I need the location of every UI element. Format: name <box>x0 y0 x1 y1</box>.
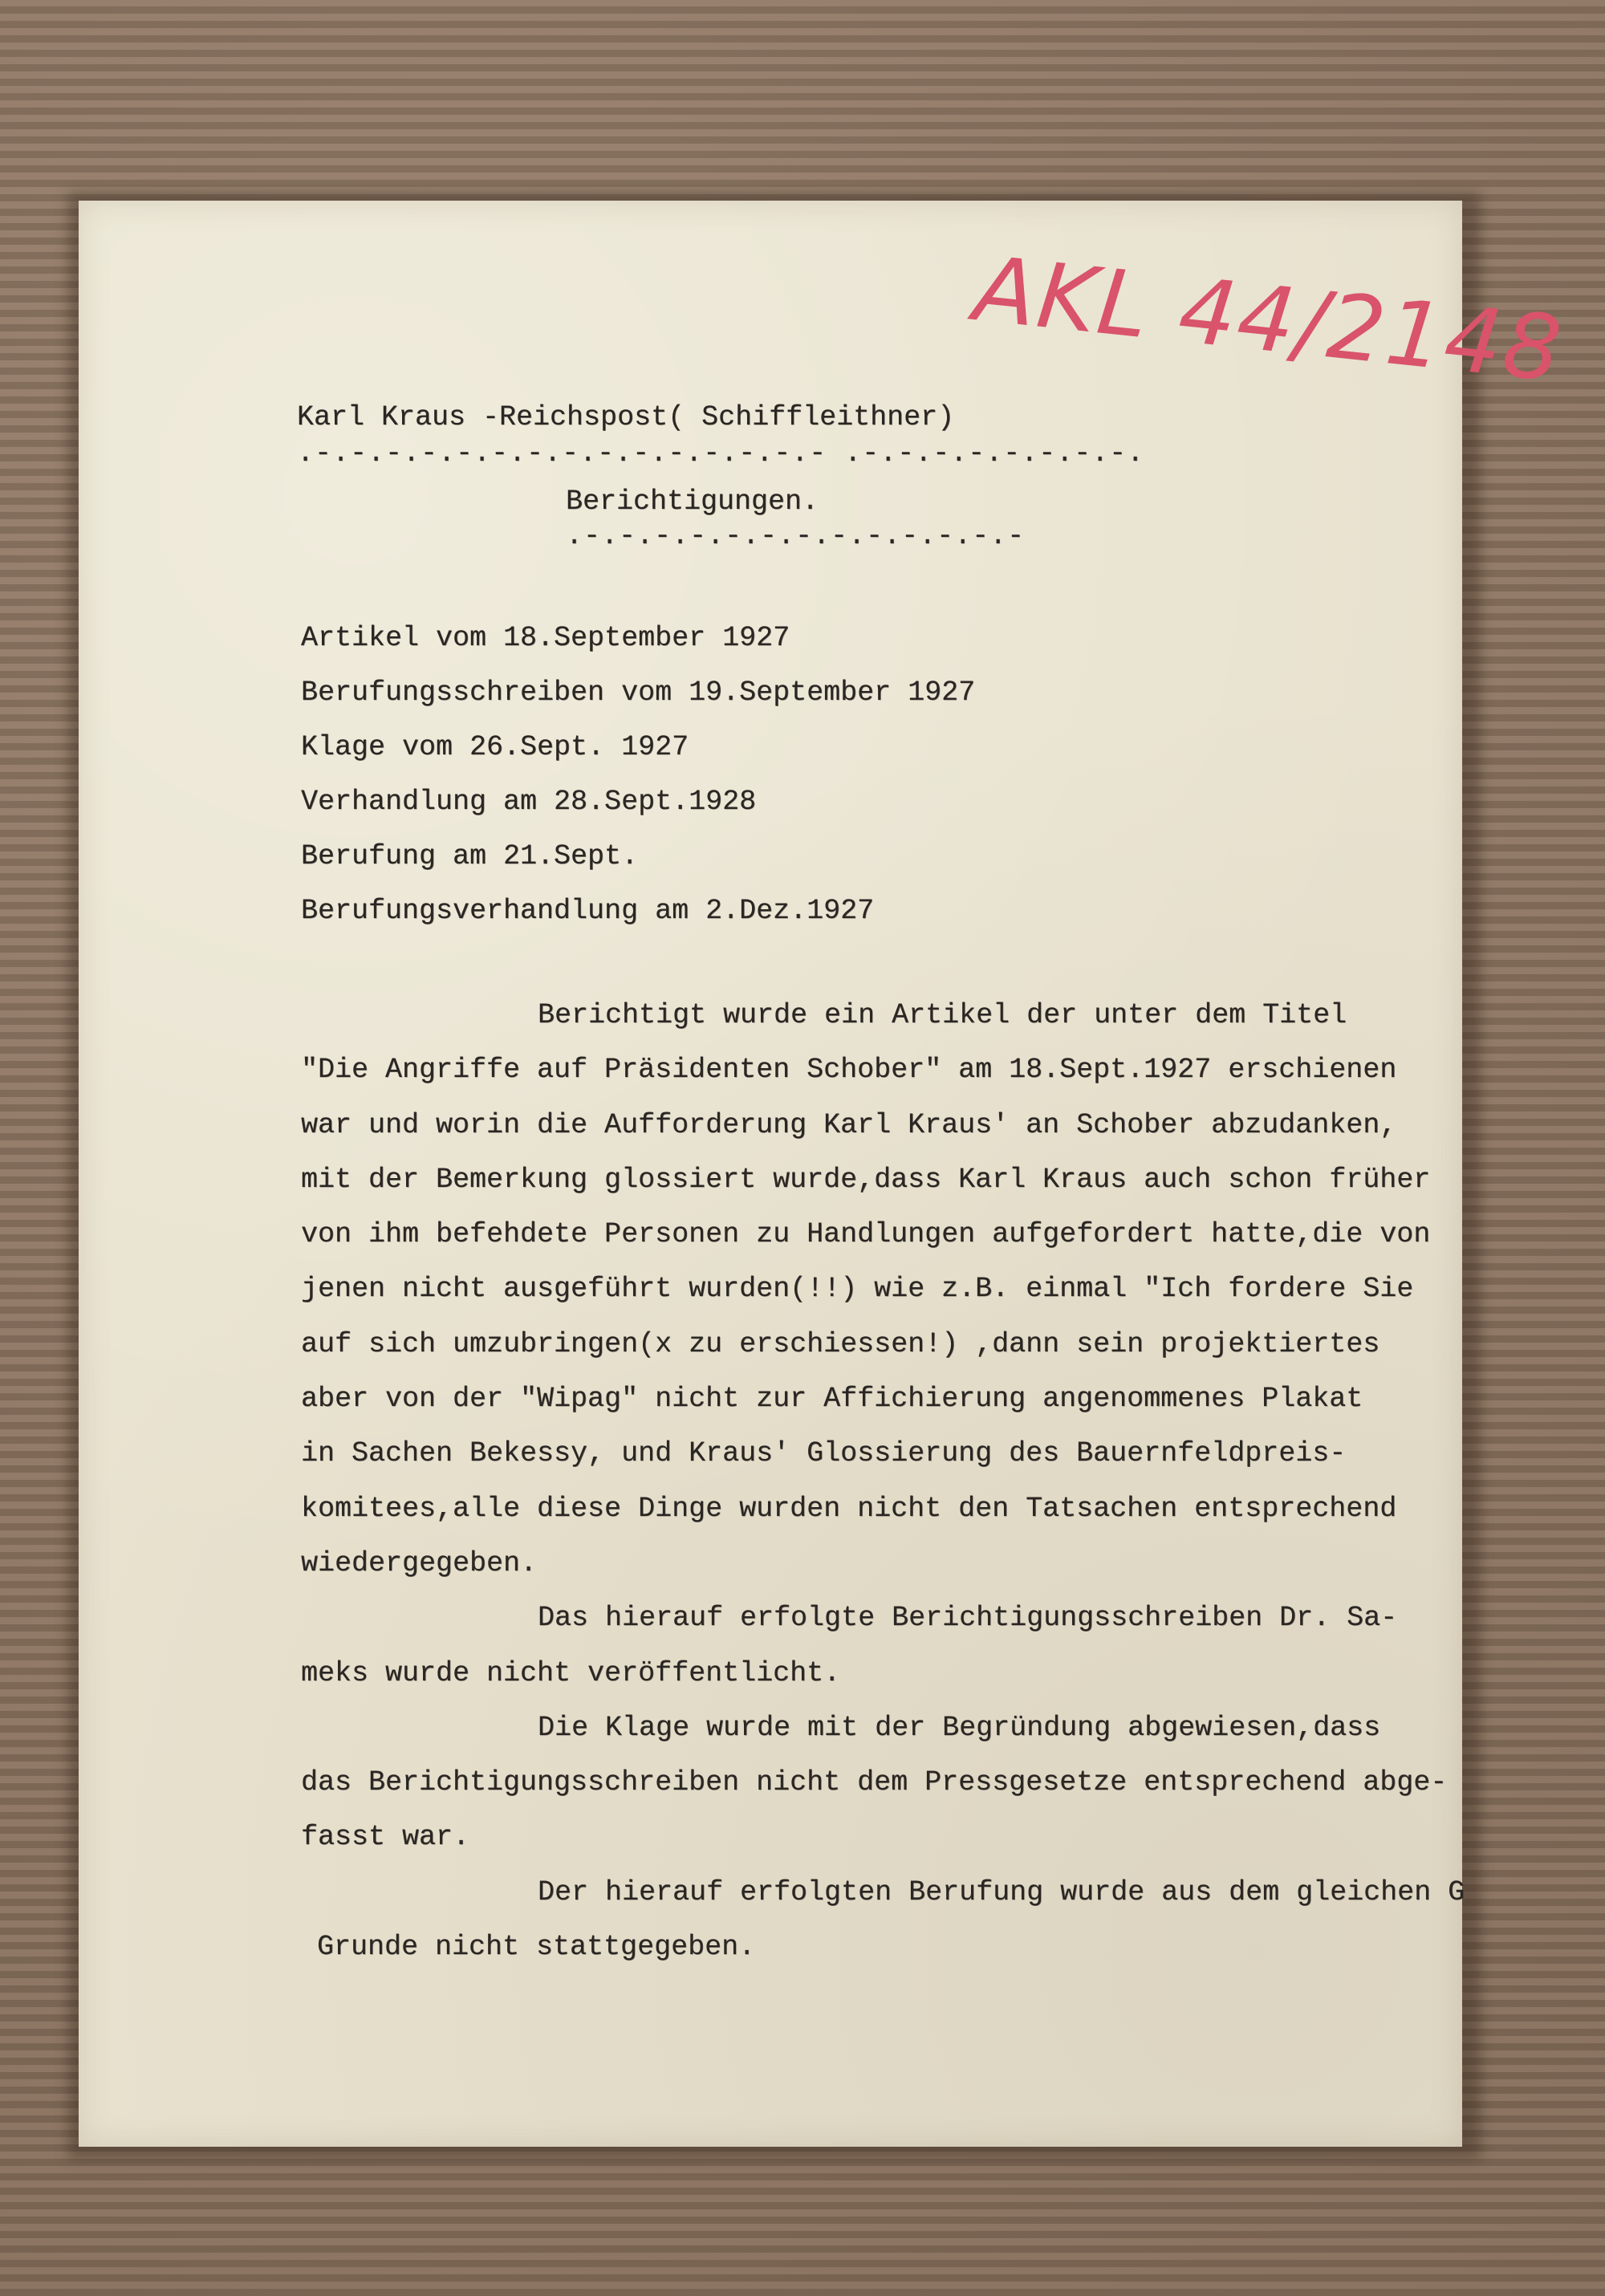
date-entry: Artikel vom 18.September 1927 <box>301 622 790 654</box>
date-list <box>301 622 975 949</box>
body-text <box>301 999 1465 1985</box>
body-line: fasst war. <box>301 1821 470 1854</box>
body-line: auf sich umzubringen(x zu erschiessen!) ,dann sein projektiertes <box>301 1327 1380 1360</box>
archive-reference-mark: AKL 44/2148 <box>969 237 1568 403</box>
document-title: Karl Kraus -Reichspost( Schiffleithner) <box>297 401 955 433</box>
body-line: war und worin die Aufforderung Karl Kraus' an Schober abzudanken, <box>301 1108 1397 1141</box>
date-entry: Berufungsschreiben vom 19.September 1927 <box>301 677 976 709</box>
body-line: komitees,alle diese Dinge wurden nicht den Tatsachen entsprechend <box>301 1492 1397 1525</box>
body-line: in Sachen Bekessy, und Kraus' Glossierung des Bauernfeldpreis- <box>301 1437 1347 1470</box>
body-line: Das hierauf erfolgte Berichtigungsschreiben Dr. Sa- <box>538 1602 1398 1635</box>
body-line: wiedergegeben. <box>301 1546 538 1579</box>
body-line: Die Klage wurde mit der Begründung abgewiesen,dass <box>538 1711 1381 1744</box>
date-entry: Verhandlung am 28.Sept.1928 <box>301 786 757 818</box>
date-entry: Klage vom 26.Sept. 1927 <box>301 731 689 763</box>
body-line: aber von der "Wipag" nicht zur Affichierung angenommenes Plakat <box>301 1383 1363 1416</box>
title-underline-rule: .-.-.-.-.-.-.-.-.-.-.-.-.-.-.- .-.-.-.-.-.-.-.-. <box>297 437 1145 469</box>
body-line: meks wurde nicht veröffentlicht. <box>301 1656 841 1689</box>
body-line: Der hierauf erfolgten Berufung wurde aus dem gleichen G <box>538 1875 1465 1908</box>
body-line: Grunde nicht stattgegeben. <box>317 1931 756 1964</box>
body-line: Berichtigt wurde ein Artikel der unter dem Titel <box>538 999 1347 1031</box>
date-entry: Berufung am 21.Sept. <box>301 840 639 872</box>
body-line: das Berichtigungsschreiben nicht dem Pressgesetze entsprechend abge- <box>301 1766 1448 1799</box>
date-entry: Berufungsverhandlung am 2.Dez.1927 <box>301 895 875 927</box>
subtitle-underline-rule: .-.-.-.-.-.-.-.-.-.-.-.-.- <box>566 520 1026 552</box>
body-line: mit der Bemerkung glossiert wurde,dass Karl Kraus auch schon früher <box>301 1163 1431 1196</box>
body-line: von ihm befehdete Personen zu Handlungen aufgefordert hatte,die von <box>301 1218 1431 1251</box>
body-line: "Die Angriffe auf Präsidenten Schober" am 18.Sept.1927 erschienen <box>301 1054 1397 1087</box>
body-line: jenen nicht ausgeführt wurden(!!) wie z.B. einmal "Ich fordere Sie <box>301 1273 1414 1306</box>
document-subtitle: Berichtigungen. <box>566 486 819 518</box>
